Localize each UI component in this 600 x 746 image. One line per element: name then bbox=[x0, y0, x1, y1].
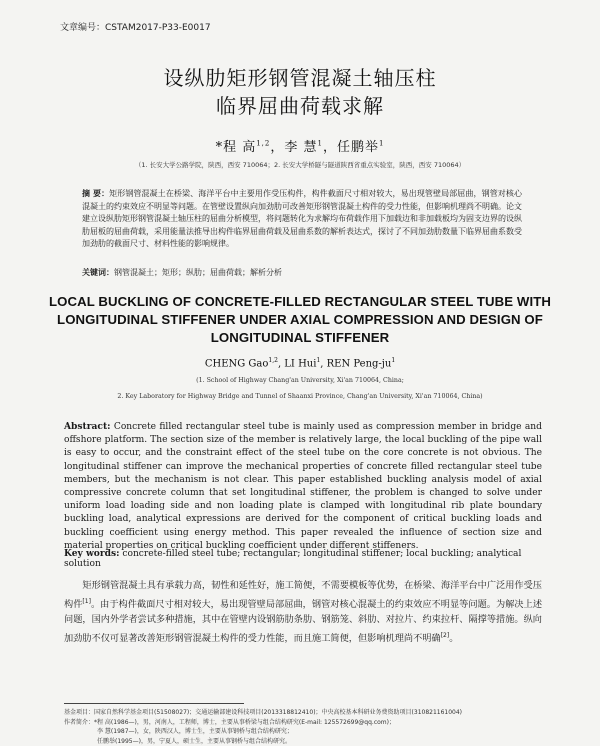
keywords-en-text: concrete-filled steel tube; rectangular; longitudinal stiffener; local buckling; analytical solution bbox=[64, 549, 521, 569]
affiliation-cn: （1. 长安大学公路学院，陕西，西安 710064；2. 长安大学桥隧与隧道陕西省重点实验室，陕西，西安 710064） bbox=[0, 160, 600, 169]
citation-1[interactable]: [1] bbox=[82, 598, 91, 605]
author-en-3-sup: 1 bbox=[391, 357, 395, 364]
article-number: 文章编号：CSTAM2017-P33-E0017 bbox=[60, 20, 211, 33]
author-en-1: CHENG Gao bbox=[205, 358, 269, 369]
footnotes bbox=[64, 708, 544, 746]
footnote-funding: 基金项目：国家自然科学基金项目(51508027)；交通运输部建设科技项目(2013318812410)；中央高校基本科研业务费资助项目(310821161004) bbox=[64, 708, 544, 718]
footnote-divider bbox=[64, 703, 244, 704]
author-cn-3-sup: 1 bbox=[379, 140, 384, 148]
title-cn-line2: 临界屈曲荷载求解 bbox=[0, 90, 600, 119]
citation-2[interactable]: [2] bbox=[441, 632, 450, 639]
abstract-en bbox=[64, 420, 542, 553]
author-en-3: , REN Peng-ju bbox=[320, 358, 391, 369]
keywords-cn-text: 钢管混凝土；矩形；纵肋；屈曲荷载；解析分析 bbox=[114, 268, 282, 277]
abstract-cn-text: 矩形钢管混凝土在桥梁、海洋平台中主要用作受压构件，构件截面尺寸相对较大，易出现管壁局部屈曲，钢管对核心混凝土的约束效应不明显等问题。在管壁设置纵向加劲肋可改善矩形钢管混凝土构件的受力性能，但影响机理尚不明确。论文建立设纵肋矩形钢管混凝土轴压柱的屈曲分析模型，将问题转化为求解均布荷载作用下加载边和非加载板均为固支边界的设纵肋屈板的屈曲荷载，采用能量法推导出构件临界屈曲荷载及屈曲系数的解析表达式，探讨了不同加劲肋数量下临界屈曲系数受加劲肋的截面尺寸、材料性能的影响规律。 bbox=[82, 189, 522, 248]
author-cn-2-sup: 1 bbox=[317, 140, 322, 148]
keywords-en bbox=[64, 548, 542, 569]
abstract-cn-label: 摘 要： bbox=[82, 189, 109, 198]
title-en: LOCAL BUCKLING OF CONCRETE-FILLED RECTANGULAR STEEL TUBE WITH LONGITUDINAL STIFFENER UNDER AXIAL COMPRESSION AND DESIGN OF LONGITUDINAL STIFFENER bbox=[40, 293, 560, 347]
authors-en bbox=[0, 357, 600, 369]
author-en-2: , LI Hui bbox=[278, 358, 317, 369]
authors-cn bbox=[0, 136, 600, 155]
title-cn-line1: 设纵肋矩形钢管混凝土轴压柱 bbox=[0, 62, 600, 91]
footnote-author-1: 作者简介：*程 高(1986—)，男，河南人，工程师，博士，主要从事桥梁与组合结构研究(E-mail: 125572699@qq.com)； bbox=[64, 718, 544, 728]
footnote-author-3: 任鹏举(1995—)，男，宁夏人，硕士生，主要从事钢桥与组合结构研究。 bbox=[64, 737, 544, 746]
author-cn-1: *程 高 bbox=[216, 140, 257, 155]
keywords-cn-label: 关键词： bbox=[82, 268, 114, 277]
body-paragraph bbox=[64, 578, 542, 646]
keywords-cn bbox=[82, 267, 522, 278]
body-text-3: 。 bbox=[449, 633, 458, 644]
abstract-en-text: Concrete filled rectangular steel tube is mainly used as compression member in bridge and offshore platform. The section size of the member is relatively large, the local buckling of the pipe wall is easy to occur, and the constraint effect of the steel tube on the core concrete is not obvious. The longitudinal stiffener can improve the mechanical properties of concrete filled rectangular steel tube members, but the mechanism is not clear. This paper established buckling analysis model of axial compressive concrete column that set longitudinal stiffener, the problem is changed to solve under uniform load loading side and non loading plate is clamped with longitudinal rib plate boundary buckling load, analytical expressions are derived for the component of critical buckling loads and buckling coefficient using energy method. This paper revealed the influence of section size and material properties on critical buckling coefficient under different stiffeners. bbox=[64, 422, 542, 551]
author-cn-2: ，李 慧 bbox=[270, 140, 317, 155]
body-text-1: 矩形钢管混凝土具有承载力高，韧性和延性好，施工简便，不需要模板等优势，在桥梁、海洋平台中广泛用作受压构件 bbox=[64, 580, 542, 610]
body-text-2: 。由于构件截面尺寸相对较大，易出现管壁局部屈曲，钢管对核心混凝土的约束效应不明显等问题。为解决上述问题，国内外学者尝试多种措施，其中在管壁内设钢筋肋条肋、钢筋笼、斜肋、对拉片、约束拉杆、隔撑等措施。纵向加劲肋不仅可显著改善矩形钢管混凝土构件的受力性能，而且施工简便，但影响机理尚不明确 bbox=[64, 599, 542, 644]
affiliation-en-2: 2. Key Laboratory for Highway Bridge and Tunnel of Shaanxi Province, Chang'an University, Xi'an 710064, China) bbox=[0, 393, 600, 400]
keywords-en-label: Key words: bbox=[64, 548, 119, 559]
affiliation-en-1: (1. School of Highway Chang'an University, Xi'an 710064, China; bbox=[0, 377, 600, 384]
abstract-cn bbox=[82, 188, 522, 251]
author-en-2-sup: 1 bbox=[316, 357, 320, 364]
abstract-en-label: Abstract: bbox=[64, 421, 111, 432]
author-en-1-sup: 1,2 bbox=[268, 357, 278, 364]
author-cn-1-sup: 1,2 bbox=[256, 140, 270, 148]
footnote-author-2: 李 慧(1987—)，女，陕西汉人，博士生，主要从事钢桥与组合结构研究； bbox=[64, 727, 544, 737]
author-cn-3: ，任鹏举 bbox=[323, 140, 379, 155]
